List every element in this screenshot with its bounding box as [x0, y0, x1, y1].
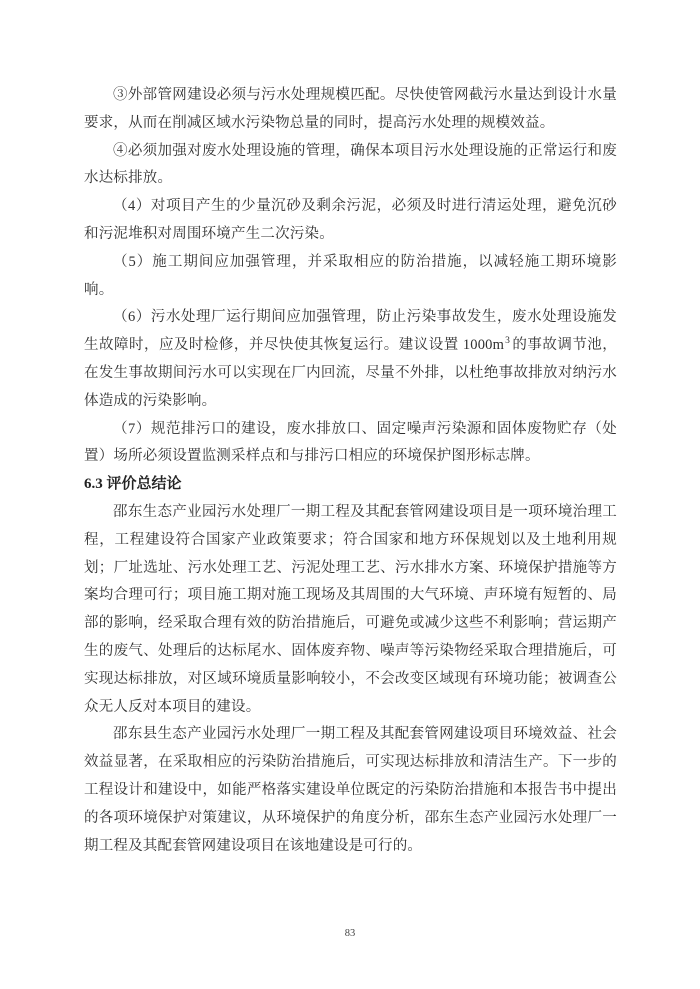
paragraph-item-6: [84, 304, 617, 415]
item-6-text-pre: （6）污水处理厂运行期间应加强管理，防止污染事故发生，废水处理设施发生故障时，应及时检修，并尽快使其恢复运行。建议设置 1000m: [84, 309, 617, 354]
document-body: [84, 82, 617, 860]
section-heading-6-3: 6.3 评价总结论: [84, 476, 182, 493]
paragraph-item-7: （7）规范排污口的建设，废水排放口、固定噪声污染源和固体废物贮存（处置）场所必须设置监测采样点和与排污口相应的环境保护图形标志牌。: [84, 420, 617, 465]
paragraph-item-5: （5）施工期间应加强管理，并采取相应的防治措施，以减轻施工期环境影响。: [84, 253, 617, 298]
paragraph-conclusion-2: 邵东县生态产业园污水处理厂一期工程及其配套管网建设项目环境效益、社会效益显著，在采取相应的污染防治措施后，可实现达标排放和清洁生产。下一步的工程设计和建设中，如能严格落实建设单位既定的污染防治措施和本报告书中提出的各项环境保护对策建议，从环境保护的角度分析，邵东生态产业园污水处理厂一期工程及其配套管网建设项目在该地建设是可行的。: [84, 726, 617, 854]
item-6-text-post: 的事故调节池，在发生事故期间污水可以实现在厂内回流，尽量不外排，以杜绝事故排放对纳污水体造成的污染影响。: [84, 337, 617, 409]
paragraph-item-4: （4）对项目产生的少量沉砂及剩余污泥，必须及时进行清运处理，避免沉砂和污泥堆积对周围环境产生二次污染。: [84, 198, 617, 242]
paragraph-measure-circle3: ③外部管网建设必须与污水处理规模匹配。尽快使管网截污水量达到设计水量要求，从而在削减区域水污染物总量的同时，提高污水处理的规模效益。: [84, 87, 617, 131]
paragraph-measure-circle4: ④必须加强对废水处理设施的管理，确保本项目污水处理设施的正常运行和废水达标排放。: [84, 142, 617, 187]
cubic-meter-superscript: 3: [505, 336, 511, 347]
page-number: 83: [344, 928, 356, 939]
paragraph-conclusion-1: 邵东生态产业园污水处理厂一期工程及其配套管网建设项目是一项环境治理工程，工程建设符合国家产业政策要求；符合国家和地方环保规划以及土地利用规划；厂址选址、污水处理工艺、污泥处理工艺、污水排水方案、环境保护措施等方案均合理可行；项目施工期对施工现场及其周围的大气环境、声环境有短暂的、局部的影响，经采取合理有效的防治措施后，可避免或减少这些不利影响；营运期产生的废气、处理后的达标尾水、固体废弃物、噪声等污染物经采取合理措施后，可实现达标排放，对区域环境质量影响较小，不会改变区域现有环境功能；被调查公众无人反对本项目的建设。: [84, 503, 617, 715]
